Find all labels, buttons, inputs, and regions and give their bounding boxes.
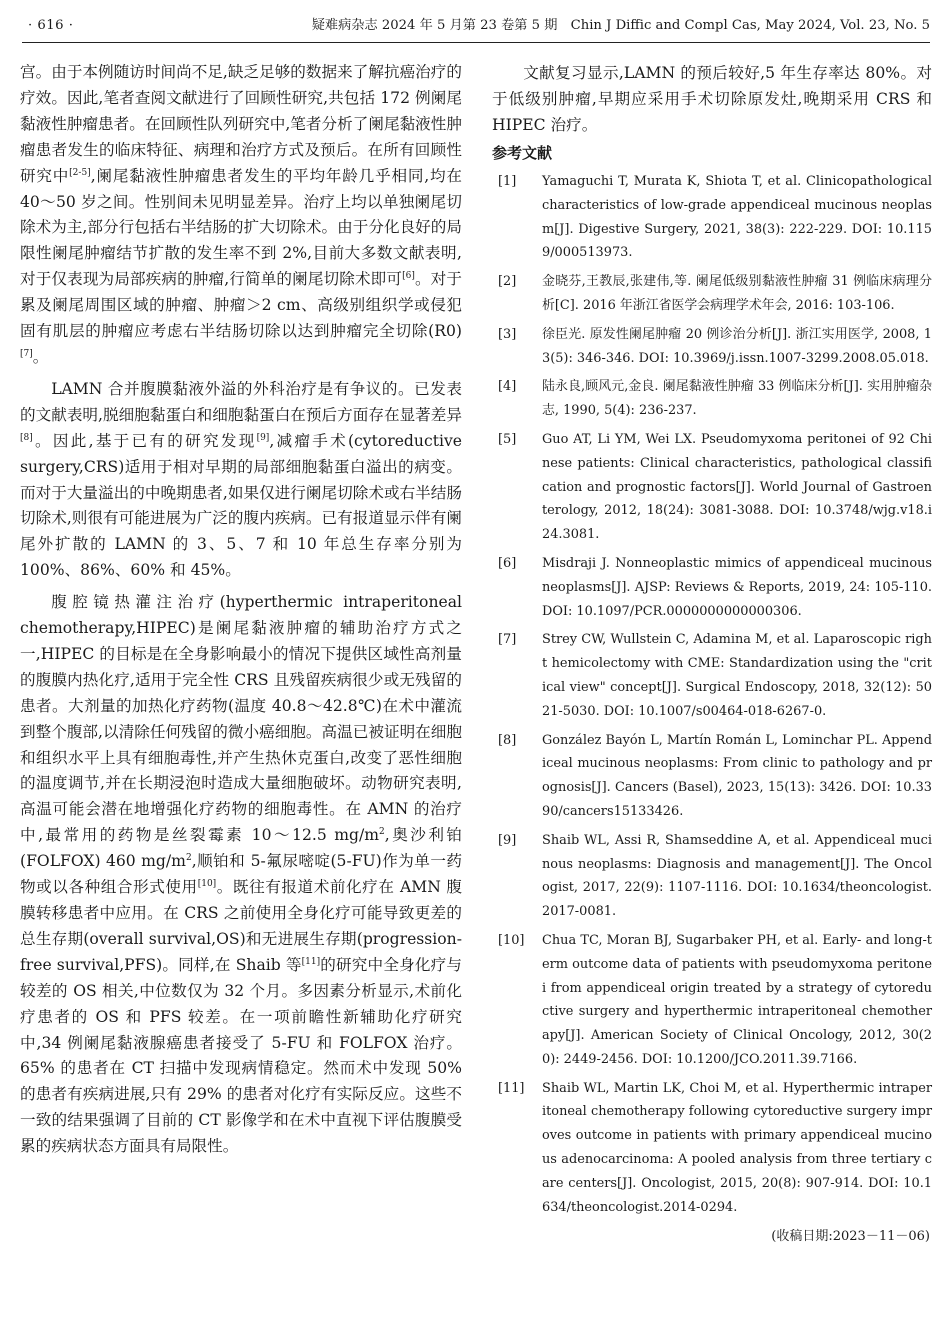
reference-item: [11] Shaib WL, Martin LK, Choi M, et al. Hyperthermic intraperitoneal chemotherapy following cytoreductive surgery improves outcome in patients with primary appendiceal mucinous adenocarcinoma: A pooled analysis from three tertiary care centers[J]. Oncologist, 2015, 20(8): 907-914. DOI: 10.1634/theoncologist.2014-0294. — [498, 1080, 932, 1215]
reference-item: [6] Misdraji J. Nonneoplastic mimics of appendiceal mucinous neoplasms[J]. AJSP: Reviews & Reports, 2019, 24: 105-110. DOI: 10.1097/PCR.0000000000000306. — [498, 555, 932, 619]
reference-item: [10] Chua TC, Moran BJ, Sugarbaker PH, et al. Early- and long-term outcome data of patients with pseudomyxoma peritonei from appendiceal origin treated by a strategy of cytoreductive surgery and hyperthermic intraperitoneal chemotherapy[J]. American Society of Clinical Oncology, 2012, 30(20): 2449-2456. DOI: 10.1200/JCO.2011.39.7166. — [498, 932, 933, 1067]
paragraph-3: 腹腔镜热灌注治疗(hyperthermic intraperitoneal chemotherapy,HIPEC)是阑尾黏液肿瘤的辅助治疗方式之一,HIPEC 的目标是在全身影响最小的情况下提供区域性高剂量的腹膜内热化疗,适用于完全性 CRS 且残留疾病很少或无残留的患者。大剂量的加热化疗药物(温度 40.8～42.8℃)在术中灌流到整个腹部,以清除任何残留的微小癌细胞。高温已被证明在细胞和组织水平上具有细胞毒性,并产生热休克蛋白,改变了恶性细胞的温度调节,并在长期浸泡时造成大量细胞破坏。动物研究表明,高温可能会潜在地增强化疗药物的细胞毒性。在 AMN 的治疗中,最常用的药物是丝裂霉素 10～12.5 $mg/m^2$,奥沙利铂(FOLFOX) 460 $mg/m^2$,顺铂和 5-氟尿嘧啶(5-FU)作为单一药物或以各种组合形式使用[10]。既往有报道术前化疗在 AMN 腹膜转移患者中应用。在 CRS 之前使用全身化疗可能导致更差的总生存期(overall survival,OS)和无进展生存期(progression-free survival,PFS)。同样,在 Shaib 等[11]的研究中全身化疗与较差的 OS 相关,中位数仅为 32 个月。多因素分析显示,术前化疗患者的 OS 和 PFS 较差。在一项前瞻性新辅助化疗研究中,34 例阑尾黏液腺癌患者接受了 5-FU 和 FOLFOX 治疗。65% 的患者在 CT 扫描中发现病情稳定。然而术中发现 50% 的患者有疾病进展,只有 29% 的患者对化疗有实际反应。这些不一致的结果强调了目前的 CT 影像学和在术中直视下评估腹膜受累的疾病状态方面具有局限性。 — [20, 593, 462, 1156]
citation-11: [11] — [301, 956, 321, 967]
reference-item: [2] 金晓芬,王教辰,张建伟,等. 阑尾低级别黏液性肿瘤 31 例临床病理分析[C]. 2016 年浙江省医学会病理学术年会, 2016: 103-106. — [498, 274, 932, 313]
reference-item: [8] González Bayón L, Martín Román L, Lominchar PL. Appendiceal mucinous neoplasms: From clinic to pathology and prognosis[J]. Cancers (Basel), 2023, 15(13): 3426. DOI: 10.3390/cancers15133426. — [498, 732, 932, 819]
reference-item: [1] Yamaguchi T, Murata K, Shiota T, et al. Clinicopathological characteristics of low-grade appendiceal mucinous neoplasm[J]. Digestive Surgery, 2021, 38(3): 222-229. DOI: 10.1159/000513973. — [498, 174, 932, 261]
citation-8: [8] — [20, 432, 33, 443]
citation-7: [7] — [20, 348, 33, 359]
right-column — [492, 60, 932, 1250]
reference-item: [9] Shaib WL, Assi R, Shamseddine A, et al. Appendiceal mucinous neoplasms: Diagnosis and management[J]. The Oncologist, 2017, 22(9): 1107-1116. DOI: 10.1634/theoncologist.2017-0081. — [498, 832, 932, 920]
reference-item: [3] 徐臣光. 原发性阑尾肿瘤 20 例诊治分析[J]. 浙江实用医学, 2008, 13(5): 346-346. DOI: 10.3969/j.issn.1007-3299.2008.05.018. — [498, 326, 932, 366]
summary-paragraph: 文献复习显示,LAMN 的预后较好,5 年生存率达 80%。对于低级别肿瘤,早期应采用手术切除原发灶,晚期采用 CRS 和 HIPEC 治疗。 — [492, 64, 932, 134]
paragraph-2: LAMN 合并腹膜黏液外溢的外科治疗是有争议的。已发表的文献表明,脱细胞黏蛋白和细胞黏蛋白在预后方面存在显著差异[8]。因此,基于已有的研究发现[9],减瘤手术(cytoreductive surgery,CRS)适用于相对早期的局部细胞黏蛋白溢出的病变。而对于大量溢出的中晚期患者,如果仅进行阑尾切除术或右半结肠切除术,则很有可能进展为广泛的腹内疾病。已有报道显示伴有阑尾外扩散的 LAMN 的 3、5、7 和 10 年总生存率分别为 100%、86%、60% 和 45%。 — [20, 379, 462, 580]
reference-item: [4] 陆永良,顾风元,金良. 阑尾黏液性肿瘤 33 例临床分析[J]. 实用肿瘤杂志, 1990, 5(4): 236-237. — [498, 379, 932, 419]
citation-10: [10] — [197, 878, 217, 889]
journal-citation: 疑难病杂志 2024 年 5 月第 23 卷第 5 期 Chin J Diffic and Compl Cas, May 2024, Vol. 23, No. 5 — [311, 18, 930, 33]
citation-6: [6] — [402, 271, 415, 282]
reference-item: [5] Guo AT, Li YM, Wei LX. Pseudomyxoma peritonei of 92 Chinese patients: Clinical characteristics, pathological classification and prognostic factors[J]. World Journal of Gastroenterology, 2012, 18(24): 3081-3088. DOI: 10.3748/wjg.v18.i24.3081. — [498, 431, 932, 543]
running-header — [22, 10, 930, 43]
references-heading: 参考文献 — [492, 144, 553, 162]
citation-9: [9] — [256, 432, 270, 443]
reference-item: [7] Strey CW, Wullstein C, Adamina M, et al. Laparoscopic right hemicolectomy with CME: Standardization using the "critical view" concept[J]. Surgical Endoscopy, 2018, 32(12): 5021-5030. DOI: 10.1007/s00464-018-6267-0. — [498, 632, 932, 719]
page-number: · 616 · — [28, 18, 74, 33]
citation-2-5: [2-5] — [69, 167, 91, 178]
paragraph-1: 宫。由于本例随访时间尚不足,缺乏足够的数据来了解抗癌治疗的疗效。因此,笔者查阅文献进行了回顾性研究,共包括 172 例阑尾黏液性肿瘤患者。在回顾性队列研究中,笔者分析了阑尾黏液性肿瘤患者发生的临床特征、病理和治疗方式及预后。在所有回顾性研究中[2-5],阑尾黏液性肿瘤患者发生的平均年龄几乎相同,均在 40～50 岁之间。性别间未见明显差异。治疗上均以单独阑尾切除术为主,部分行包括右半结肠的扩大切除术。由于分化良好的局限性阑尾肿瘤结节扩散的发生率不到 2%,目前大多数文献表明,对于仅表现为局部疾病的肿瘤,行简单的阑尾切除术即可[6]。对于累及阑尾周围区域的肿瘤、肿瘤＞2 cm、高级别组织学或侵犯固有肌层的肿瘤应考虑右半结肠切除以达到肿瘤完全切除(R0)[7]。 — [20, 63, 462, 366]
received-date: (收稿日期:2023－11－06) — [771, 1229, 930, 1245]
reference-list — [492, 170, 932, 1219]
left-column — [20, 60, 462, 1166]
